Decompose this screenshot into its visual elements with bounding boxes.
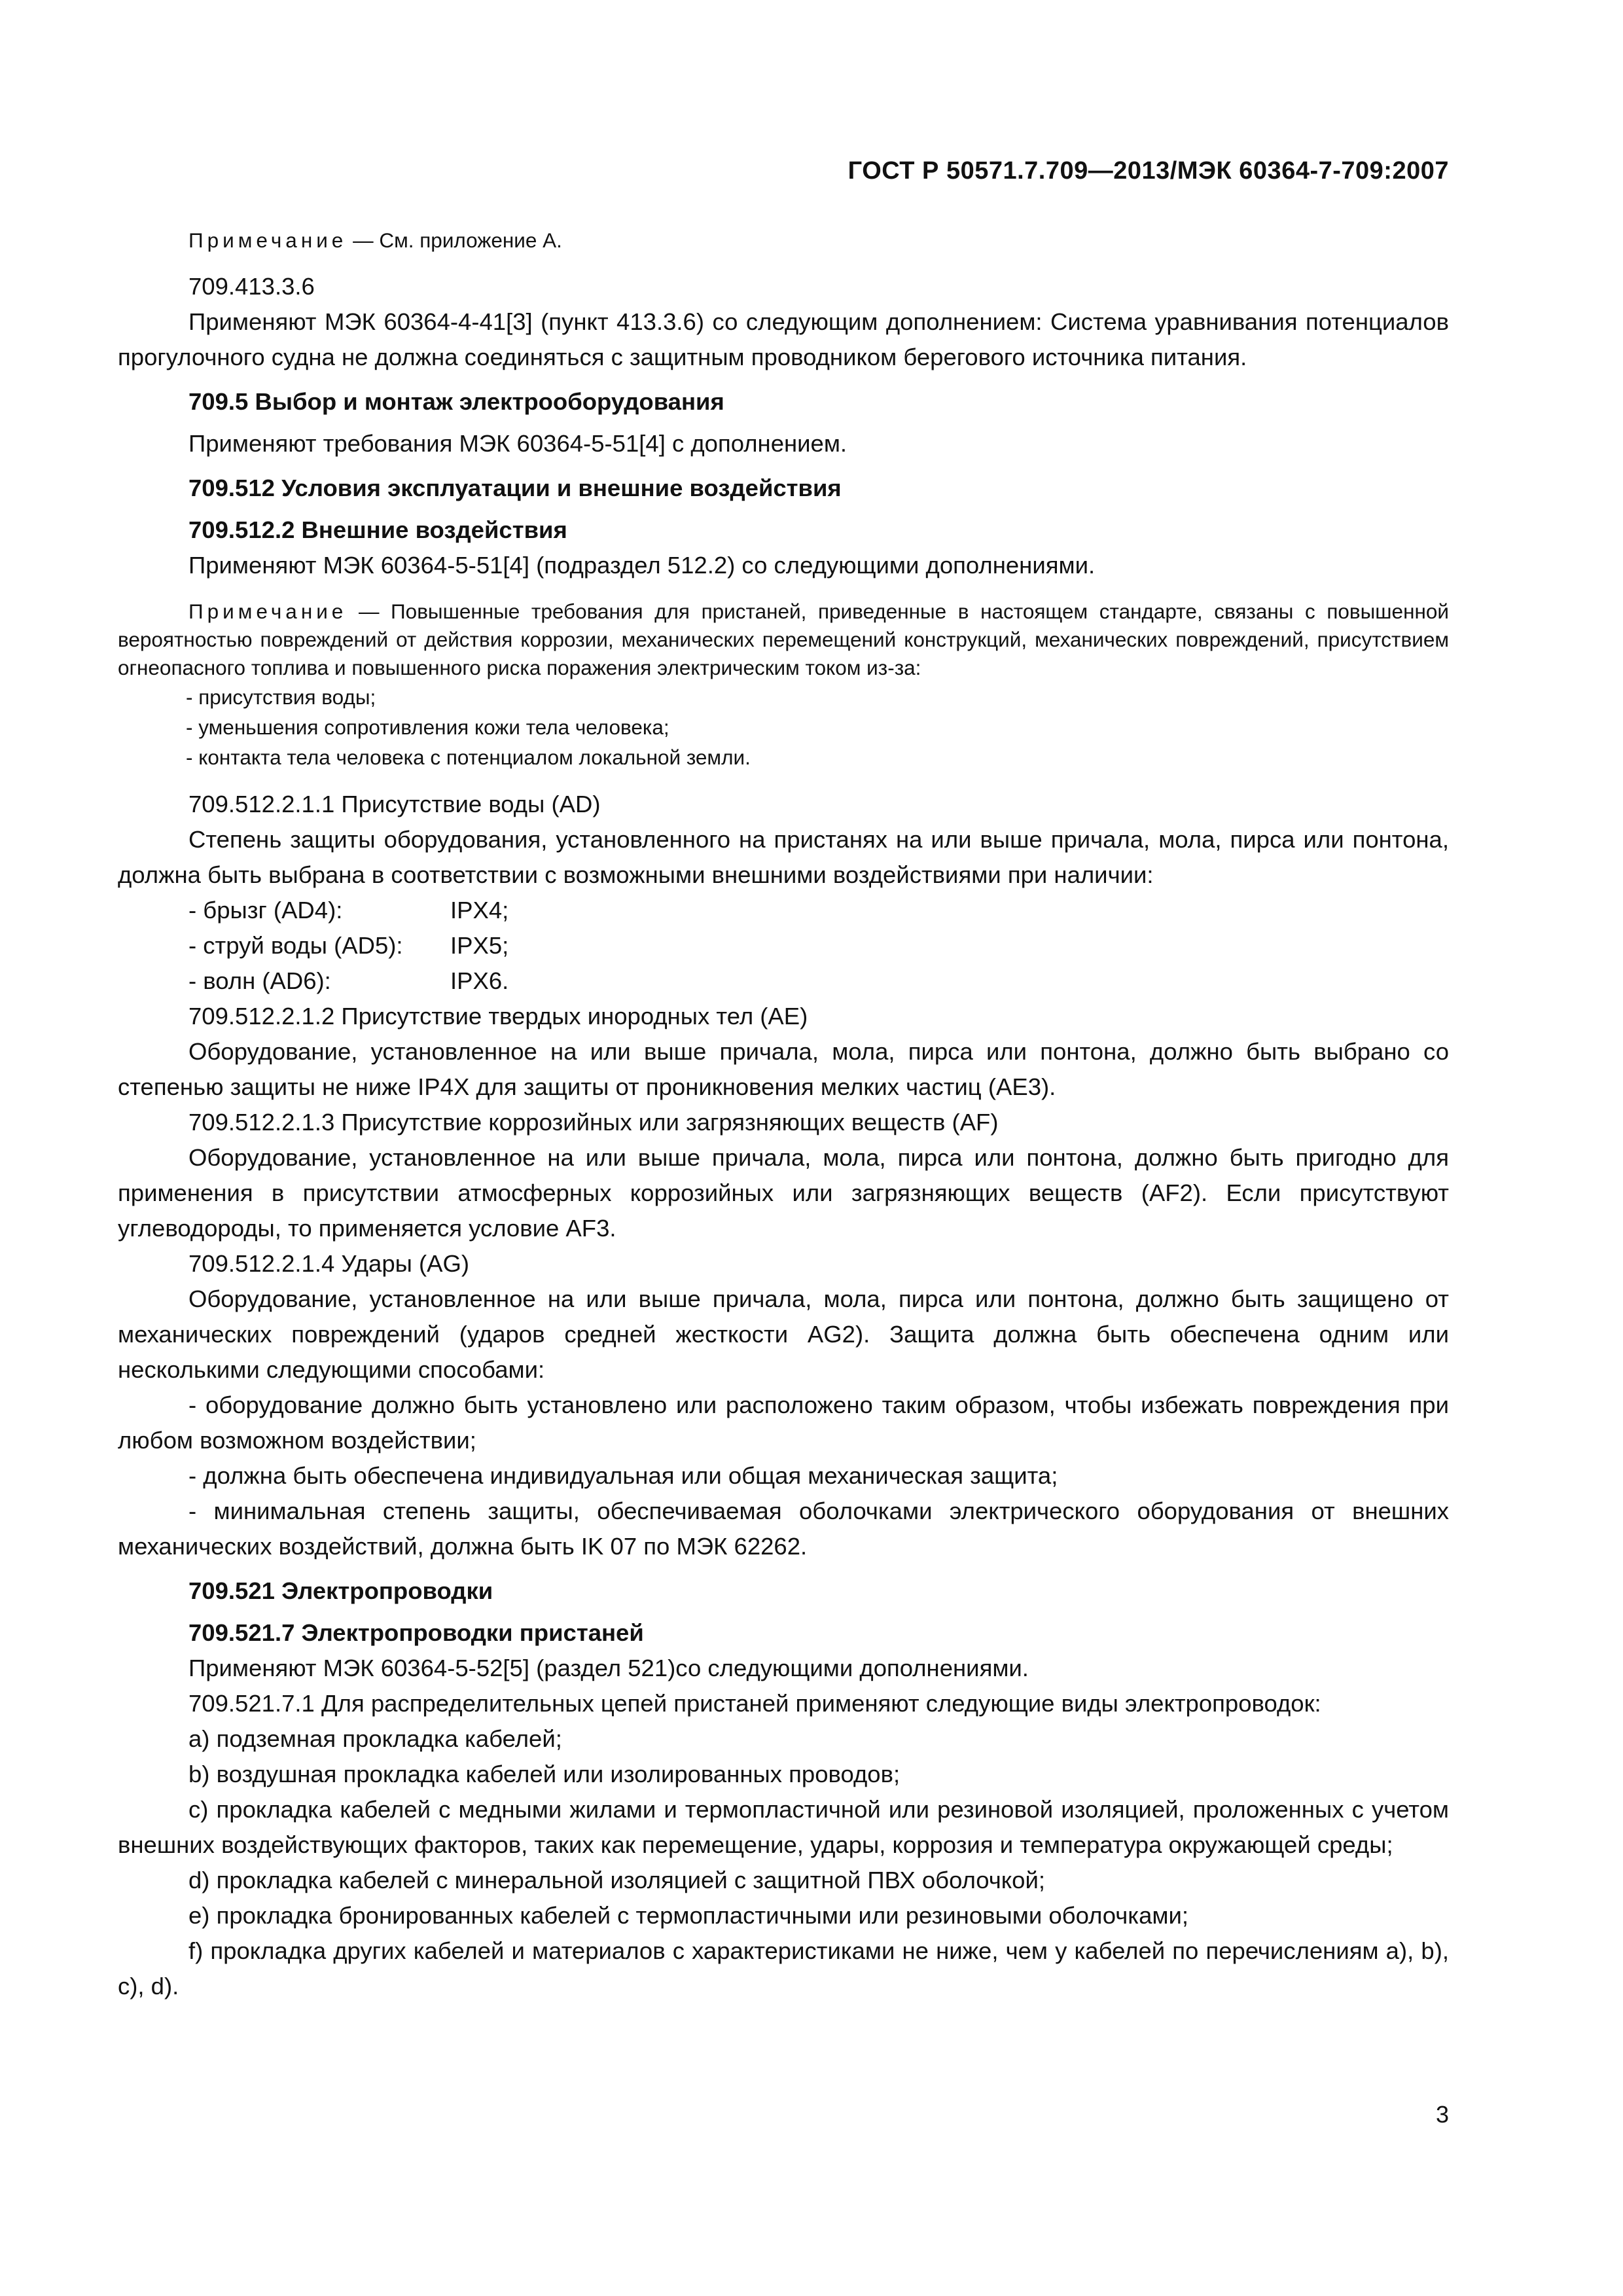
clause-text: 709.521.7.1 Для распределительных цепей пристаней применяют следующие виды электропроводок: bbox=[188, 1690, 1321, 1717]
section-heading: 709.521 Электропроводки bbox=[188, 1577, 493, 1604]
clause-text: Степень защиты оборудования, установленного на пристанях на или выше причала, мола, пирса или понтона, должна быть выбрана в соответствии с возможными внешними воздействиями при наличии: bbox=[118, 826, 1449, 888]
subsection-heading: 709.512.2 Внешние воздействия bbox=[188, 516, 567, 543]
list-item bbox=[118, 928, 1449, 963]
list-item: e) прокладка бронированных кабелей с термопластичными или резиновыми оболочками; bbox=[188, 1902, 1188, 1929]
clause-title: 709.512.2.1.3 Присутствие коррозийных или загрязняющих веществ (AF) bbox=[188, 1109, 999, 1136]
list-item: - минимальная степень защиты, обеспечиваемая оболочками электрического оборудования от внешних механических воздействий, должна быть IK 07 по МЭК 62262. bbox=[118, 1498, 1449, 1560]
subsection-text: Применяют МЭК 60364-5-51[4] (подраздел 512.2) со следующими дополнениями. bbox=[188, 552, 1096, 579]
note-list-item: - присутствия воды; bbox=[186, 685, 376, 709]
clause-title: 709.512.2.1.2 Присутствие твердых инородных тел (AE) bbox=[188, 1003, 808, 1030]
clause-title: 709.512.2.1.1 Присутствие воды (AD) bbox=[188, 791, 601, 817]
note-label: Примечание bbox=[188, 600, 348, 623]
list-item-value: IPX4; bbox=[450, 897, 509, 924]
list-item: - оборудование должно быть установлено или расположено таким образом, чтобы избежать повреждения при любом возможном воздействии; bbox=[118, 1391, 1449, 1454]
list-item: a) подземная прокладка кабелей; bbox=[188, 1725, 562, 1752]
clause-title: 709.512.2.1.4 Удары (AG) bbox=[188, 1250, 470, 1277]
list-item-label: - брызг (AD4): bbox=[188, 897, 343, 924]
section-heading: 709.5 Выбор и монтаж электрооборудования bbox=[188, 388, 724, 415]
list-item: f) прокладка других кабелей и материалов с характеристиками не ниже, чем у кабелей по перечислениям a), b), c), d). bbox=[118, 1937, 1449, 2000]
subsection-text: Применяют МЭК 60364-5-52[5] (раздел 521)со следующими дополнениями. bbox=[188, 1655, 1029, 1681]
list-item: - должна быть обеспечена индивидуальная или общая механическая защита; bbox=[188, 1462, 1058, 1489]
page-number: 3 bbox=[1435, 2101, 1449, 2128]
clause-text: Оборудование, установленное на или выше причала, мола, пирса или понтона, должно быть защищено от механических повреждений (ударов средней жесткости AG2). Защита должна быть обеспечена одним или несколькими следующими способами: bbox=[118, 1285, 1449, 1383]
list-item-value: IPX5; bbox=[450, 932, 509, 959]
document-page bbox=[118, 0, 1449, 2296]
list-item: b) воздушная прокладка кабелей или изолированных проводов; bbox=[188, 1761, 901, 1787]
clause-text: Оборудование, установленное на или выше причала, мола, пирса или понтона, должно быть выбрано со степенью защиты не ниже IP4X для защиты от проникновения мелких частиц (AE3). bbox=[118, 1038, 1449, 1100]
clause-text: Применяют МЭК 60364-4-41[3] (пункт 413.3.6) со следующим дополнением: Система уравнивания потенциалов прогулочного судна не должна соединяться с защитным проводником берегового источника питания. bbox=[118, 308, 1449, 370]
note-2 bbox=[118, 598, 1449, 682]
list-item-value: IPX6. bbox=[450, 967, 509, 994]
note-list-item: - контакта тела человека с потенциалом локальной земли. bbox=[186, 745, 751, 769]
list-item bbox=[118, 893, 1449, 928]
document-header: ГОСТ Р 50571.7.709—2013/МЭК 60364-7-709:2007 bbox=[847, 157, 1449, 185]
list-item bbox=[118, 963, 1449, 999]
subsection-heading: 709.521.7 Электропроводки пристаней bbox=[188, 1619, 644, 1646]
list-item: c) прокладка кабелей с медными жилами и термопластичной или резиновой изоляцией, проложенных с учетом внешних воздействующих факторов, таких как перемещение, удары, коррозия и температура окружающей среды; bbox=[118, 1796, 1449, 1858]
list-item-label: - волн (AD6): bbox=[188, 967, 331, 994]
note-text: — См. приложение А. bbox=[353, 228, 562, 252]
list-item-label: - струй воды (AD5): bbox=[188, 932, 403, 959]
clause-number: 709.413.3.6 bbox=[188, 273, 315, 300]
document-body bbox=[118, 226, 1449, 2004]
list-item: d) прокладка кабелей с минеральной изоляцией с защитной ПВХ оболочкой; bbox=[188, 1867, 1045, 1893]
section-text: Применяют требования МЭК 60364-5-51[4] с дополнением. bbox=[188, 430, 847, 457]
clause-text: Оборудование, установленное на или выше причала, мола, пирса или понтона, должно быть пригодно для применения в присутствии атмосферных коррозийных или загрязняющих веществ (AF2). Если присутствуют углеводороды, то применяется условие AF3. bbox=[118, 1144, 1449, 1242]
section-heading: 709.512 Условия эксплуатации и внешние воздействия bbox=[188, 475, 842, 501]
note-1 bbox=[118, 226, 1449, 255]
note-text: — Повышенные требования для пристаней, приведенные в настоящем стандарте, связаны с повышенной вероятностью повреждений от действия коррозии, механических перемещений конструкций, механических повреждений, присутствием огнеопасного топлива и повышенного риска поражения электрическим током из-за: bbox=[118, 600, 1449, 679]
note-label: Примечание bbox=[188, 228, 348, 252]
note-list-item: - уменьшения сопротивления кожи тела человека; bbox=[186, 715, 669, 739]
